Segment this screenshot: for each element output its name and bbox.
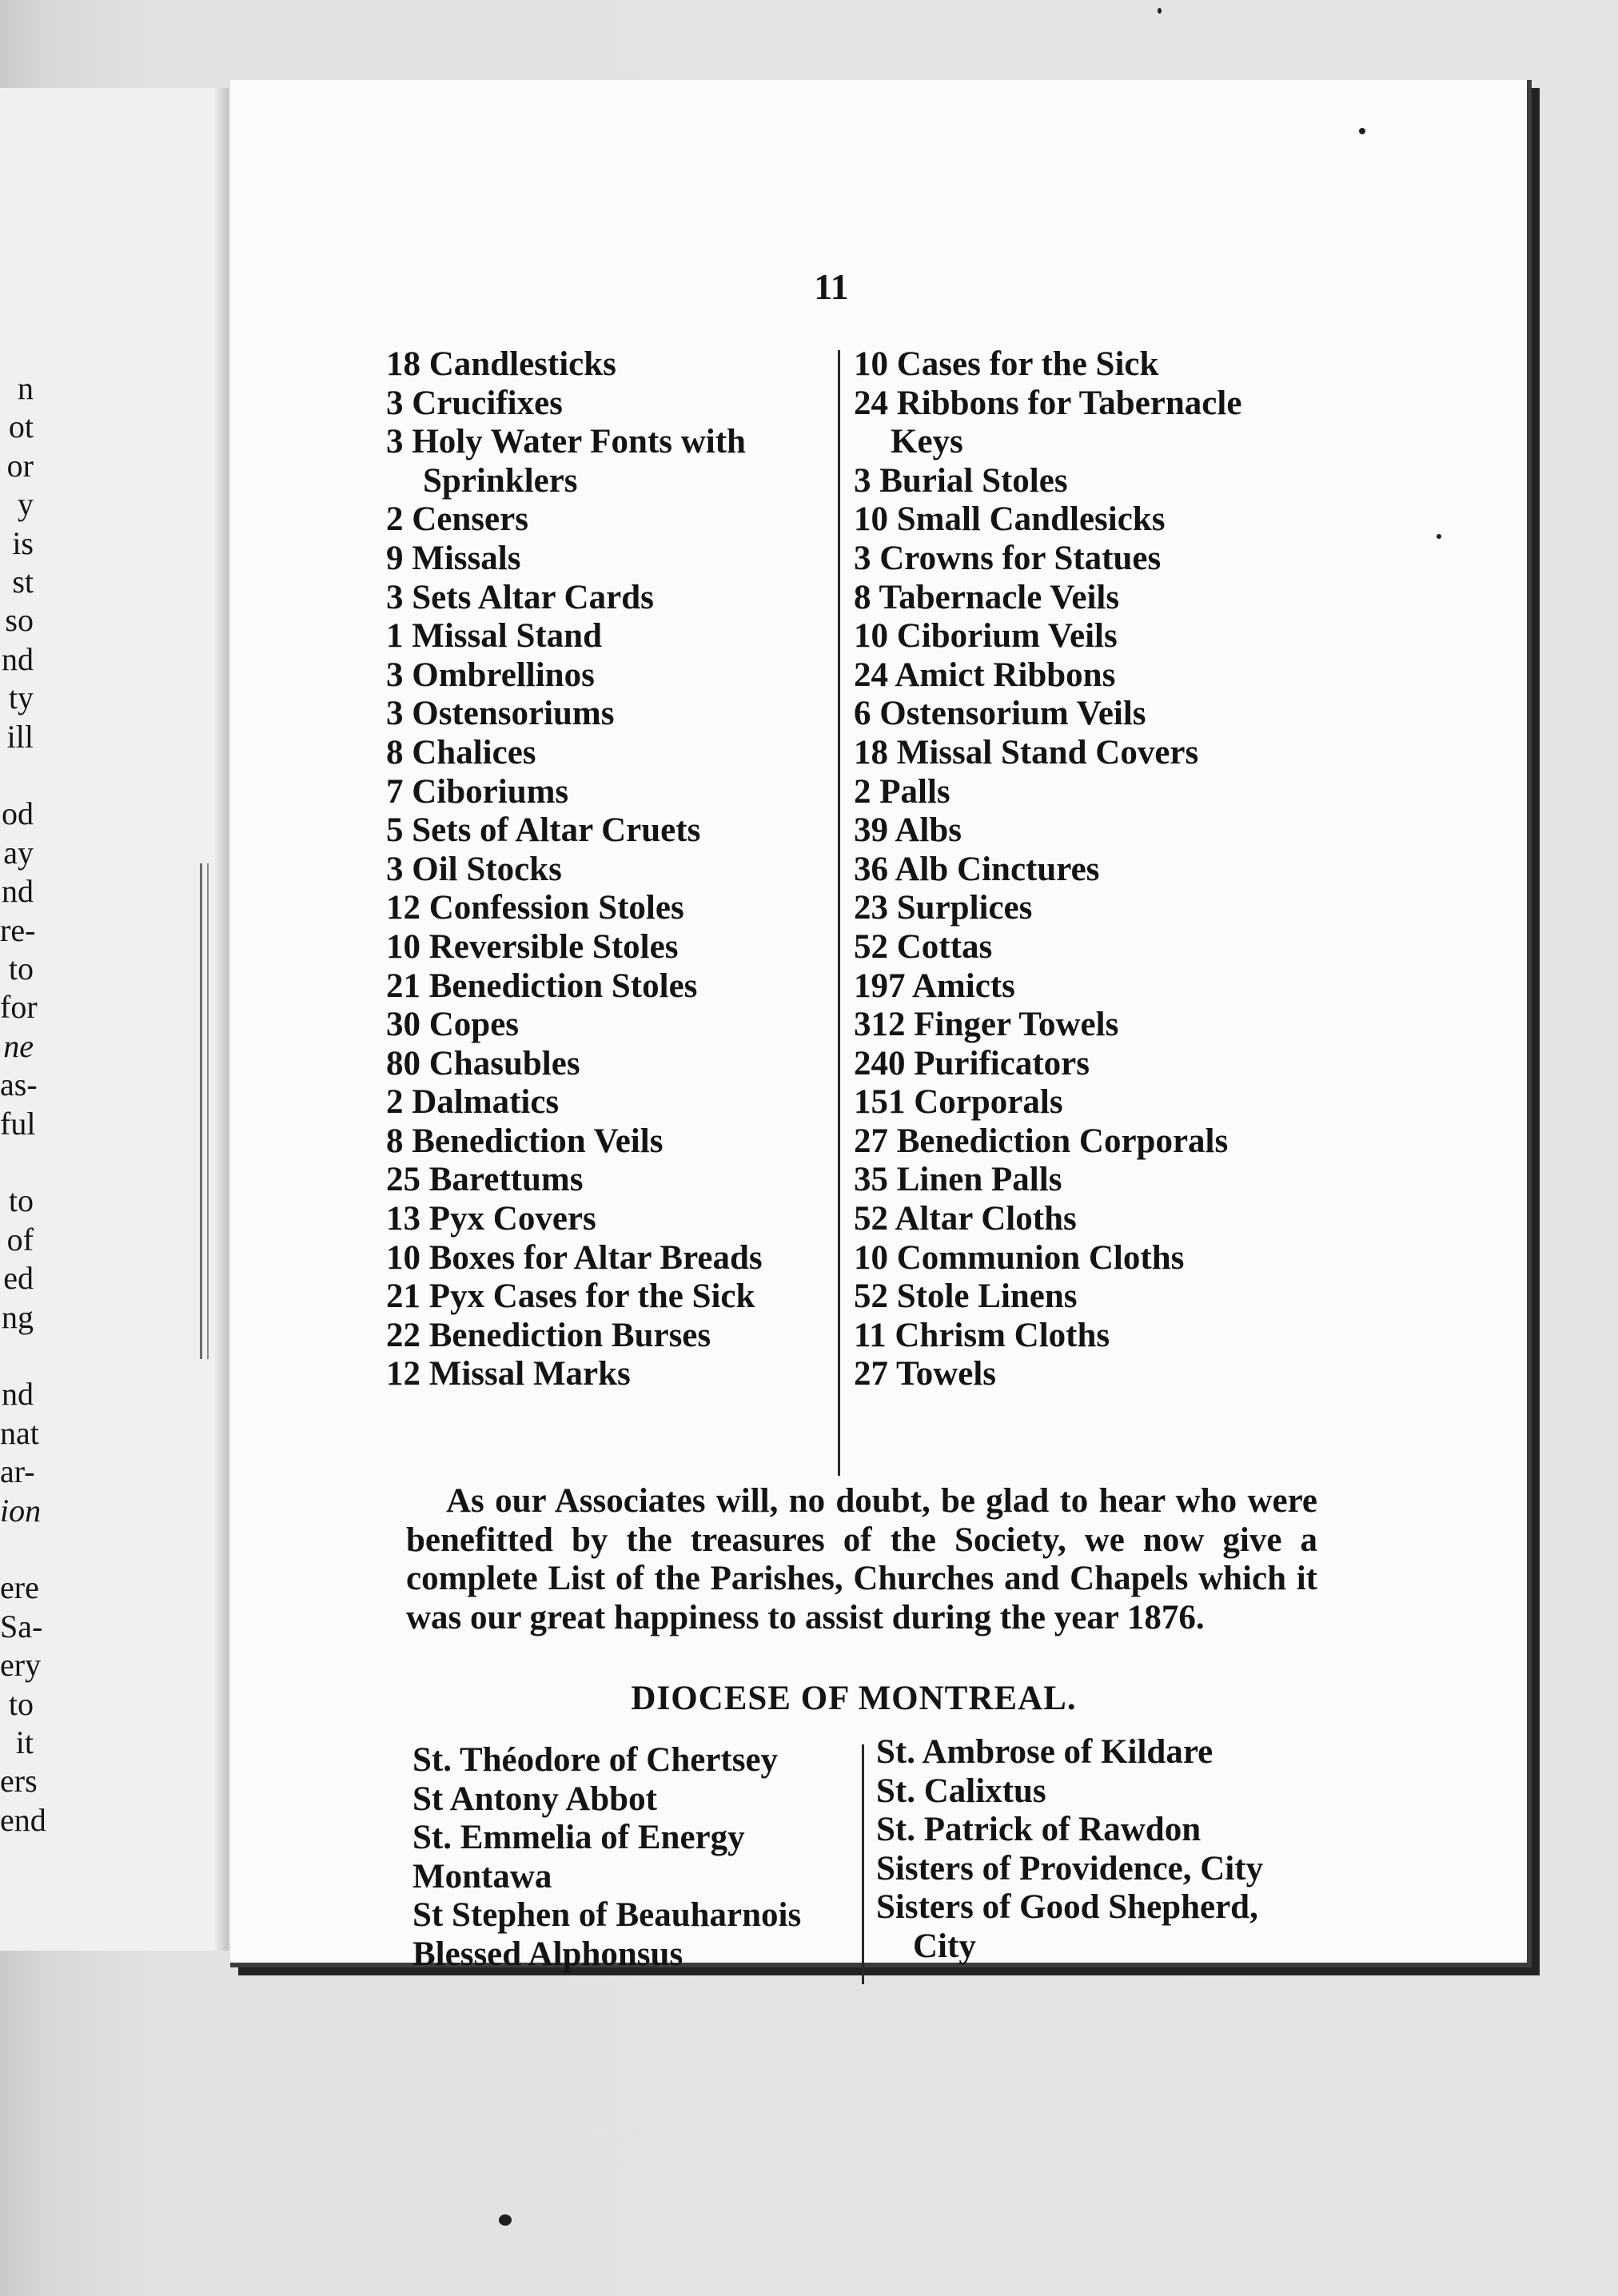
- facing-page-text-fragment: to: [8, 1182, 34, 1219]
- facing-page-text-fragment: od: [2, 795, 34, 832]
- inventory-item-text: 7 Ciboriums: [386, 772, 569, 811]
- inventory-item-text: 80 Chasubles: [386, 1044, 580, 1082]
- inventory-item-text: 197 Amicts: [854, 967, 1015, 1005]
- inventory-item: [386, 773, 818, 812]
- parish-item: [876, 1733, 1324, 1772]
- inventory-item-text: 3 Holy Water Fonts with: [386, 423, 746, 461]
- inventory-item: [386, 1122, 818, 1162]
- inventory-item-text: 21 Pyx Cases for the Sick: [386, 1278, 755, 1316]
- inventory-item: [386, 1278, 818, 1317]
- inventory-item: [386, 579, 818, 618]
- inventory-item: [386, 656, 818, 696]
- parish-item-continuation: City: [913, 1927, 976, 1965]
- parish-item-text: St. Ambrose of Kildare: [876, 1733, 1214, 1771]
- inventory-item-text: 10 Reversible Stoles: [386, 927, 679, 966]
- inventory-item-text: 3 Ostensoriums: [386, 695, 615, 733]
- intro-paragraph: As our Associates will, no doubt, be glad to hear who were benefitted by the treasures of the Society, we now give a complete List of the Parishes, Churches and Chapels which it was our great happiness to assist during the year 1876.: [406, 1482, 1317, 1636]
- inventory-item: [854, 1122, 1301, 1162]
- inventory-item-text: 2 Censers: [386, 500, 528, 539]
- inventory-item: [854, 617, 1301, 656]
- inventory-item-text: 3 Oil Stocks: [386, 850, 562, 888]
- parish-item-text: St. Patrick of Rawdon: [876, 1811, 1202, 1849]
- inventory-item: [386, 385, 818, 424]
- facing-page-text-fragment: end: [0, 1801, 46, 1838]
- column-divider: [838, 350, 840, 1476]
- facing-page-text-fragment: ill: [6, 718, 34, 755]
- inventory-item: [386, 617, 818, 656]
- inventory-item-text: 2 Palls: [854, 772, 950, 811]
- inventory-item: [386, 500, 818, 540]
- facing-page-text-fragment: of: [6, 1221, 34, 1258]
- scan-speck: [1158, 8, 1162, 14]
- inventory-item: [854, 851, 1301, 890]
- inventory-item: [386, 734, 818, 773]
- inventory-item-text: 24 Ribbons for Tabernacle: [854, 384, 1242, 422]
- facing-page-text-fragment: ar-: [0, 1453, 35, 1490]
- inventory-item: [386, 1161, 818, 1200]
- inventory-item: [854, 1161, 1301, 1200]
- inventory-item: [386, 889, 818, 928]
- facing-page-text-fragment: or: [6, 447, 34, 484]
- inventory-item: [854, 773, 1301, 812]
- inventory-item-text: 10 Small Candlesicks: [854, 500, 1166, 539]
- inventory-item-text: 151 Corporals: [854, 1083, 1063, 1122]
- inventory-item-text: 8 Chalices: [386, 733, 536, 771]
- parish-item: [412, 1741, 860, 1780]
- inventory-item-text: 10 Cases for the Sick: [854, 345, 1159, 383]
- inventory-item: [386, 1200, 818, 1239]
- binding-thread: [200, 863, 209, 1359]
- inventory-item: [854, 889, 1301, 928]
- inventory-item-text: 3 Crucifixes: [386, 384, 563, 422]
- inventory-item: [386, 423, 818, 500]
- inventory-item-text: 10 Boxes for Altar Breads: [386, 1238, 763, 1277]
- inventory-item-text: 2 Dalmatics: [386, 1083, 560, 1122]
- parish-item-text: St. Théodore of Chertsey: [412, 1741, 779, 1779]
- inventory-item: [854, 734, 1301, 773]
- facing-page-text-fragment: nd: [2, 1376, 34, 1413]
- inventory-item-text: 3 Crowns for Statues: [854, 539, 1162, 577]
- inventory-item: [386, 1045, 818, 1084]
- facing-page-text-fragment: ot: [8, 409, 34, 445]
- facing-page-text-fragment: nd: [2, 640, 34, 677]
- inventory-item-text: 52 Stole Linens: [854, 1278, 1078, 1316]
- inventory-item-text: 27 Benediction Corporals: [854, 1122, 1229, 1160]
- inventory-item-text: 5 Sets of Altar Cruets: [386, 811, 701, 850]
- facing-page-text-fragment: as-: [0, 1066, 38, 1103]
- inventory-item: [854, 462, 1301, 501]
- facing-page-text-fragment: to: [8, 1685, 34, 1722]
- facing-page-text-fragment: nat: [0, 1414, 39, 1451]
- inventory-item-text: 22 Benediction Burses: [386, 1316, 711, 1354]
- inventory-item: [386, 1083, 818, 1122]
- inventory-item-text: 240 Purificators: [854, 1044, 1090, 1082]
- inventory-item-text: 27 Towels: [854, 1355, 997, 1393]
- inventory-item-text: 12 Confession Stoles: [386, 889, 684, 927]
- inventory-item: [386, 1006, 818, 1045]
- facing-page-text-fragment: for: [0, 989, 38, 1026]
- parish-list-right: [876, 1733, 1324, 1967]
- scan-speck: [1437, 534, 1441, 539]
- facing-page-text-fragment: ion: [0, 1492, 42, 1529]
- inventory-item-text: 6 Ostensorium Veils: [854, 695, 1146, 733]
- parish-item-text: St. Calixtus: [876, 1772, 1046, 1810]
- page-gutter-shadow: [213, 88, 228, 1951]
- inventory-item: [386, 1355, 818, 1394]
- inventory-item-text: 9 Missals: [386, 539, 521, 577]
- inventory-item: [386, 851, 818, 890]
- inventory-item: [854, 1278, 1301, 1317]
- inventory-item-text: 10 Communion Cloths: [854, 1238, 1185, 1277]
- inventory-item: [386, 345, 818, 385]
- parish-item: [412, 1935, 860, 1975]
- inventory-item-text: 8 Tabernacle Veils: [854, 578, 1120, 616]
- parish-item-text: Sisters of Good Shepherd,: [876, 1888, 1258, 1927]
- column-divider: [862, 1744, 864, 1984]
- parish-item: [876, 1772, 1324, 1812]
- inventory-item: [854, 928, 1301, 967]
- inventory-item-text: 36 Alb Cinctures: [854, 850, 1100, 888]
- facing-page-text-fragment: nd: [2, 873, 34, 910]
- facing-page-text-fragment: it: [15, 1724, 34, 1760]
- scan-speck: [1359, 128, 1365, 134]
- parish-item: [412, 1896, 860, 1935]
- facing-page-text-fragment: ty: [8, 680, 34, 716]
- facing-page-text-fragment: ful: [0, 1105, 36, 1142]
- book-page: [230, 80, 1532, 1973]
- parish-item-text: St Stephen of Beauharnois: [412, 1896, 802, 1935]
- facing-page-text-fragment: st: [12, 564, 34, 600]
- parish-item-text: St. Emmelia of Energy: [412, 1819, 745, 1857]
- parish-item: [876, 1811, 1324, 1850]
- facing-page-text-fragment: Sa-: [0, 1608, 43, 1644]
- scan-speck: [499, 2214, 512, 2226]
- inventory-item: [854, 385, 1301, 462]
- facing-page-text-fragment: is: [12, 524, 34, 561]
- inventory-item-text: 3 Burial Stoles: [854, 461, 1068, 500]
- facing-page-text-fragment: so: [5, 602, 34, 639]
- inventory-item-text: 30 Copes: [386, 1006, 520, 1044]
- inventory-item-text: 11 Chrism Cloths: [854, 1316, 1110, 1354]
- inventory-item: [854, 656, 1301, 696]
- inventory-item-text: 21 Benediction Stoles: [386, 967, 698, 1005]
- inventory-item: [386, 811, 818, 851]
- page-number: 11: [814, 266, 849, 307]
- inventory-item-text: 10 Ciborium Veils: [854, 617, 1118, 656]
- parish-item: [412, 1858, 860, 1897]
- inventory-item: [854, 1355, 1301, 1394]
- inventory-item: [386, 540, 818, 579]
- inventory-item-text: 18 Candlesticks: [386, 345, 616, 383]
- inventory-item-text: 3 Sets Altar Cards: [386, 578, 654, 616]
- facing-page-fragment: [0, 88, 229, 1951]
- inventory-item: [854, 345, 1301, 385]
- parish-item: [876, 1850, 1324, 1889]
- inventory-item-text: 23 Surplices: [854, 889, 1033, 927]
- inventory-item: [854, 1045, 1301, 1084]
- facing-page-text-fragment: ne: [3, 1027, 34, 1064]
- inventory-item: [854, 1317, 1301, 1356]
- inventory-item-text: 25 Barettums: [386, 1161, 584, 1199]
- inventory-item-text: 52 Cottas: [854, 927, 993, 966]
- inventory-item: [386, 967, 818, 1006]
- inventory-item: [386, 1239, 818, 1278]
- inventory-list-right: [854, 345, 1301, 1394]
- facing-page-text-fragment: ers: [0, 1763, 38, 1800]
- parish-list-left: [412, 1741, 860, 1975]
- inventory-item-text: 52 Altar Cloths: [854, 1200, 1077, 1238]
- inventory-item: [854, 1006, 1301, 1045]
- facing-page-text-fragment: ed: [3, 1260, 34, 1297]
- inventory-item-continuation: Keys: [891, 423, 963, 461]
- inventory-item: [386, 1317, 818, 1356]
- inventory-item: [854, 967, 1301, 1006]
- inventory-item: [854, 579, 1301, 618]
- facing-page-text-fragment: ay: [3, 834, 34, 871]
- inventory-item: [854, 811, 1301, 851]
- facing-page-text-fragment: to: [8, 951, 34, 987]
- diocese-heading: DIOCESE OF MONTREAL.: [631, 1680, 1077, 1717]
- facing-page-text-fragment: n: [18, 370, 34, 406]
- inventory-item-text: 24 Amict Ribbons: [854, 656, 1116, 694]
- parish-item-text: St Antony Abbot: [412, 1780, 657, 1818]
- inventory-item-text: 18 Missal Stand Covers: [854, 733, 1199, 771]
- inventory-item-text: 3 Ombrellinos: [386, 656, 595, 694]
- parish-item: [412, 1819, 860, 1858]
- inventory-item: [854, 1239, 1301, 1278]
- inventory-item: [854, 1200, 1301, 1239]
- inventory-item: [854, 540, 1301, 579]
- parish-item: [876, 1888, 1324, 1966]
- facing-page-text-fragment: ery: [0, 1647, 42, 1684]
- inventory-item-text: 12 Missal Marks: [386, 1355, 631, 1393]
- parish-item-text: Montawa: [412, 1857, 552, 1895]
- inventory-item-text: 13 Pyx Covers: [386, 1200, 596, 1238]
- inventory-item: [854, 695, 1301, 734]
- inventory-item: [386, 695, 818, 734]
- facing-page-text-fragment: re-: [0, 911, 36, 948]
- facing-page-text-fragment: ng: [2, 1298, 34, 1335]
- parish-item-text: Sisters of Providence, City: [876, 1849, 1264, 1887]
- inventory-item: [854, 500, 1301, 540]
- inventory-list-left: [386, 345, 818, 1394]
- inventory-item-text: 39 Albs: [854, 811, 962, 850]
- inventory-item-text: 35 Linen Palls: [854, 1161, 1062, 1199]
- inventory-item: [854, 1083, 1301, 1122]
- inventory-item-text: 1 Missal Stand: [386, 617, 603, 656]
- inventory-item-continuation: Sprinklers: [423, 461, 578, 500]
- facing-page-text-fragment: ere: [0, 1569, 39, 1606]
- parish-item-text: Blessed Alphonsus: [412, 1935, 683, 1973]
- facing-page-text-fragment: y: [18, 486, 34, 523]
- inventory-item-text: 8 Benediction Veils: [386, 1122, 664, 1160]
- inventory-item-text: 312 Finger Towels: [854, 1006, 1119, 1044]
- inventory-item: [386, 928, 818, 967]
- parish-item: [412, 1780, 860, 1820]
